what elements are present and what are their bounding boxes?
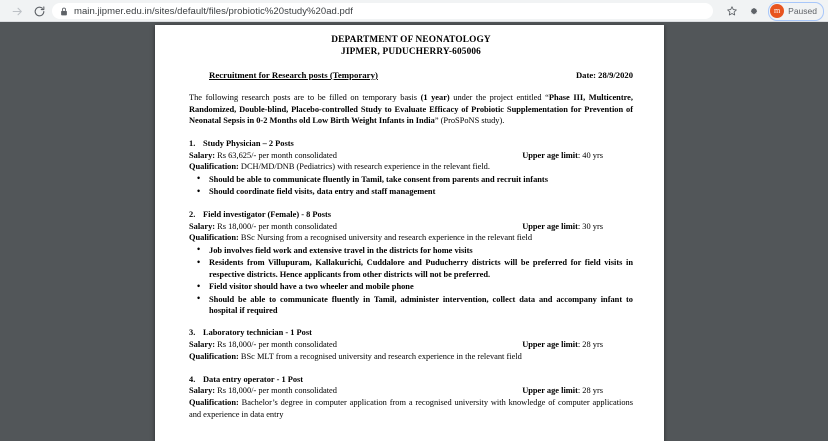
salary-age-row [189, 339, 633, 350]
puzzle-piece-icon [748, 5, 760, 17]
salary-age-row [189, 385, 633, 396]
document-title-line1: DEPARTMENT OF NEONATOLOGY [331, 35, 491, 45]
salary-text [189, 385, 337, 396]
address-bar[interactable] [52, 3, 713, 19]
arrow-right-icon [11, 5, 24, 18]
requirement-item: • Residents from Villupuram, Kallakurichi, Cuddalore and Puducherry districts will be preferred for field visits in respective districts. Hence applicants from other districts will not be preferred. [189, 257, 633, 280]
job-post-title [189, 209, 633, 220]
salary-text [189, 221, 337, 232]
document-title-line2: JIPMER, PUDUCHERRY-605006 [341, 47, 481, 57]
toolbar-right-actions [721, 0, 828, 22]
job-post-title [189, 374, 633, 385]
job-post-number: 1. [189, 138, 196, 148]
job-post [189, 209, 633, 317]
age-label: Upper age limit [522, 340, 578, 350]
salary-value: Rs 18,000/- per month consolidated [215, 386, 337, 396]
requirement-item: • Should be able to communicate fluently in Tamil, administer intervention, collect data and accompany infant to hospital if required [189, 294, 633, 317]
job-post-title [189, 327, 633, 338]
job-post-title-text: Field investigator (Female) - 8 Posts [203, 209, 332, 219]
browser-toolbar [0, 0, 828, 22]
salary-label: Salary: [189, 340, 216, 350]
upper-age-limit [522, 339, 633, 350]
salary-value: Rs 18,000/- per month consolidated [215, 221, 337, 231]
age-label: Upper age limit [522, 221, 578, 231]
intro-text-1: The following research posts are to be filled on temporary basis [189, 93, 421, 103]
qualification-value: BSc MLT from a recognised university and research experience in the relevant field [238, 352, 522, 362]
salary-label: Salary: [189, 386, 216, 396]
intro-text-3: ” (ProSPoNS study). [434, 116, 505, 126]
lock-icon [60, 7, 68, 16]
requirement-item: • Should be able to communicate fluently in Tamil, take consent from parents and recruit infants [189, 174, 633, 185]
salary-text [189, 339, 337, 350]
job-post-title [189, 138, 633, 149]
extensions-button[interactable] [743, 0, 765, 22]
job-posts-list [189, 138, 633, 421]
qualification-line [189, 397, 633, 420]
intro-paragraph [189, 92, 633, 126]
salary-value: Rs 63,625/- per month consolidated [215, 150, 337, 160]
salary-text [189, 150, 337, 161]
reload-icon [33, 5, 46, 18]
qualification-label: Qualification: [189, 233, 239, 243]
document-body [155, 25, 664, 420]
job-post-title-text: Data entry operator - 1 Post [203, 374, 304, 384]
qualification-value: BSc Nursing from a recognised university and research experience in the relevant field [238, 233, 533, 243]
forward-button[interactable] [6, 0, 28, 22]
qualification-line [189, 351, 633, 362]
qualification-label: Qualification: [189, 398, 239, 408]
qualification-value: DCH/MD/DNB (Pediatrics) with research experience in the relevant field. [238, 162, 490, 172]
requirement-item: • Should coordinate field visits, data entry and staff management [189, 186, 633, 197]
reload-button[interactable] [28, 0, 50, 22]
age-value: : 28 yrs [577, 386, 603, 396]
profile-status-chip[interactable] [768, 2, 824, 21]
job-post-title-text: Study Physician – 2 Posts [203, 138, 294, 148]
requirements-list [189, 245, 633, 316]
requirements-list [189, 174, 633, 198]
headline-row [189, 70, 633, 81]
avatar: m [770, 4, 784, 18]
url-text: main.jipmer.edu.in/sites/default/files/probiotic%20study%20ad.pdf [74, 5, 353, 17]
salary-value: Rs 18,000/- per month consolidated [215, 340, 337, 350]
intro-bold-1: (1 year) [420, 93, 450, 103]
salary-age-row [189, 150, 633, 161]
job-post [189, 327, 633, 362]
salary-age-row [189, 221, 633, 232]
requirement-item: • Job involves field work and extensive travel in the districts for home visits [189, 245, 633, 256]
job-post-number: 2. [189, 209, 196, 219]
upper-age-limit [522, 150, 633, 161]
intro-text-2: under the project entitled “ [449, 93, 549, 103]
job-post-number: 3. [189, 328, 196, 338]
document-date: Date: 28/9/2020 [575, 70, 633, 80]
qualification-value: Bachelor’s degree in computer application from a recognised university with knowledge of computer applications and experience in data entry [189, 398, 633, 419]
qualification-label: Qualification: [189, 162, 239, 172]
age-value: : 40 yrs [577, 150, 603, 160]
qualification-line [189, 161, 633, 172]
salary-label: Salary: [189, 221, 216, 231]
pdf-page [155, 25, 664, 441]
job-post [189, 138, 633, 198]
bookmark-button[interactable] [721, 0, 743, 22]
salary-label: Salary: [189, 150, 216, 160]
upper-age-limit [522, 221, 633, 232]
age-value: : 30 yrs [577, 221, 603, 231]
job-post-number: 4. [189, 374, 196, 384]
intro-bold-2: Phase III, Multicentre, Randomized, Double-blind, Placebo-controlled Study to Evaluate Efficacy of Probiotic Supplementation for Prevention of Neonatal Sepsis in 0-2 Months old Low Birth Weight Infants in India [189, 93, 633, 126]
requirement-item: • Field visitor should have a two wheeler and mobile phone [189, 281, 633, 292]
upper-age-limit [522, 385, 633, 396]
age-value: : 28 yrs [577, 340, 603, 350]
job-post-title-text: Laboratory technician - 1 Post [203, 328, 312, 338]
job-post [189, 374, 633, 421]
qualification-label: Qualification: [189, 352, 239, 362]
age-label: Upper age limit [522, 386, 578, 396]
star-icon [726, 5, 738, 17]
qualification-line [189, 232, 633, 243]
recruitment-headline: Recruitment for Research posts (Temporary) [209, 70, 378, 80]
pdf-viewer[interactable] [0, 22, 828, 441]
profile-status-label: Paused [788, 6, 817, 16]
age-label: Upper age limit [522, 150, 578, 160]
